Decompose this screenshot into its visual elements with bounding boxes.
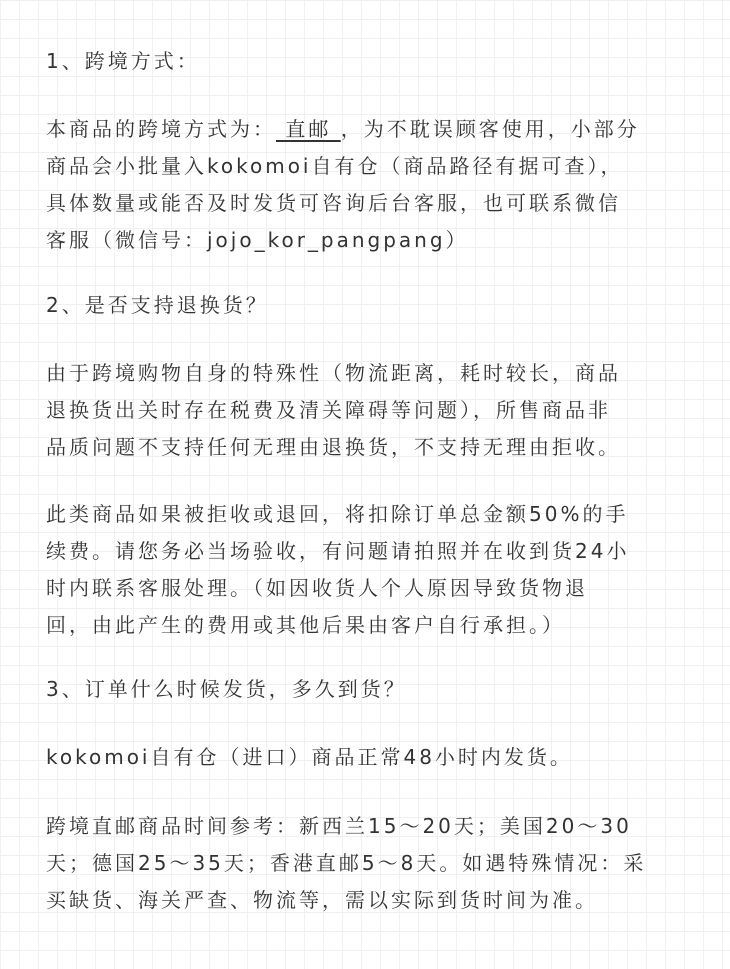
text-segment: ，为不耽误顾客使用，小部分: [340, 117, 640, 141]
paragraph-delivery-times: [46, 808, 646, 919]
text-line: 品质问题不支持任何无理由退换货，不支持无理由拒收。: [46, 435, 621, 459]
text-line: [46, 111, 640, 148]
section-title: 1、跨境方式：: [46, 49, 200, 73]
paragraph-cross-border-method: [46, 111, 640, 259]
text-line: 跨境直邮商品时间参考：新西兰15～20天；美国20～30: [46, 814, 632, 838]
paragraph-warehouse-shipping: [46, 739, 573, 776]
section-title: 2、是否支持退换货？: [46, 293, 269, 317]
text-line: 由于跨境购物自身的特殊性（物流距离，耗时较长，商品: [46, 361, 621, 385]
text-line: 具体数量或能否及时发货可咨询后台客服，也可联系微信: [46, 191, 621, 215]
text-line: 时内联系客服处理。（如因收货人个人原因导致货物退: [46, 576, 588, 600]
section-title: 3、订单什么时候发货，多久到货？: [46, 677, 407, 701]
text-line: 商品会小批量入kokomoi自有仓（商品路径有据可查），: [46, 154, 624, 178]
text-line: kokomoi自有仓（进口）商品正常48小时内发货。: [46, 745, 573, 769]
text-line: 续费。请您务必当场验收，有问题请拍照并在收到货24小: [46, 539, 630, 563]
text-line: 天；德国25～35天；香港直邮5～8天。如遇特殊情况：采: [46, 851, 647, 875]
text-line: 退换货出关时存在税费及清关障碍等问题），所售商品非: [46, 398, 611, 422]
text-segment: 本商品的跨境方式为：: [46, 117, 276, 141]
text-line: 回，由此产生的费用或其他后果由客户自行承担。）: [46, 613, 565, 637]
paragraph-returns-policy: [46, 355, 621, 466]
paragraph-rejection-fee: [46, 496, 629, 644]
text-line: 客服（微信号：jojo_kor_pangpang）: [46, 228, 469, 252]
direct-mail-highlight: 直邮: [276, 117, 341, 141]
text-line: 买缺货、海关严查、物流等，需以实际到货时间为准。: [46, 888, 598, 912]
text-line: 此类商品如果被拒收或退回，将扣除订单总金额50%的手: [46, 502, 629, 526]
